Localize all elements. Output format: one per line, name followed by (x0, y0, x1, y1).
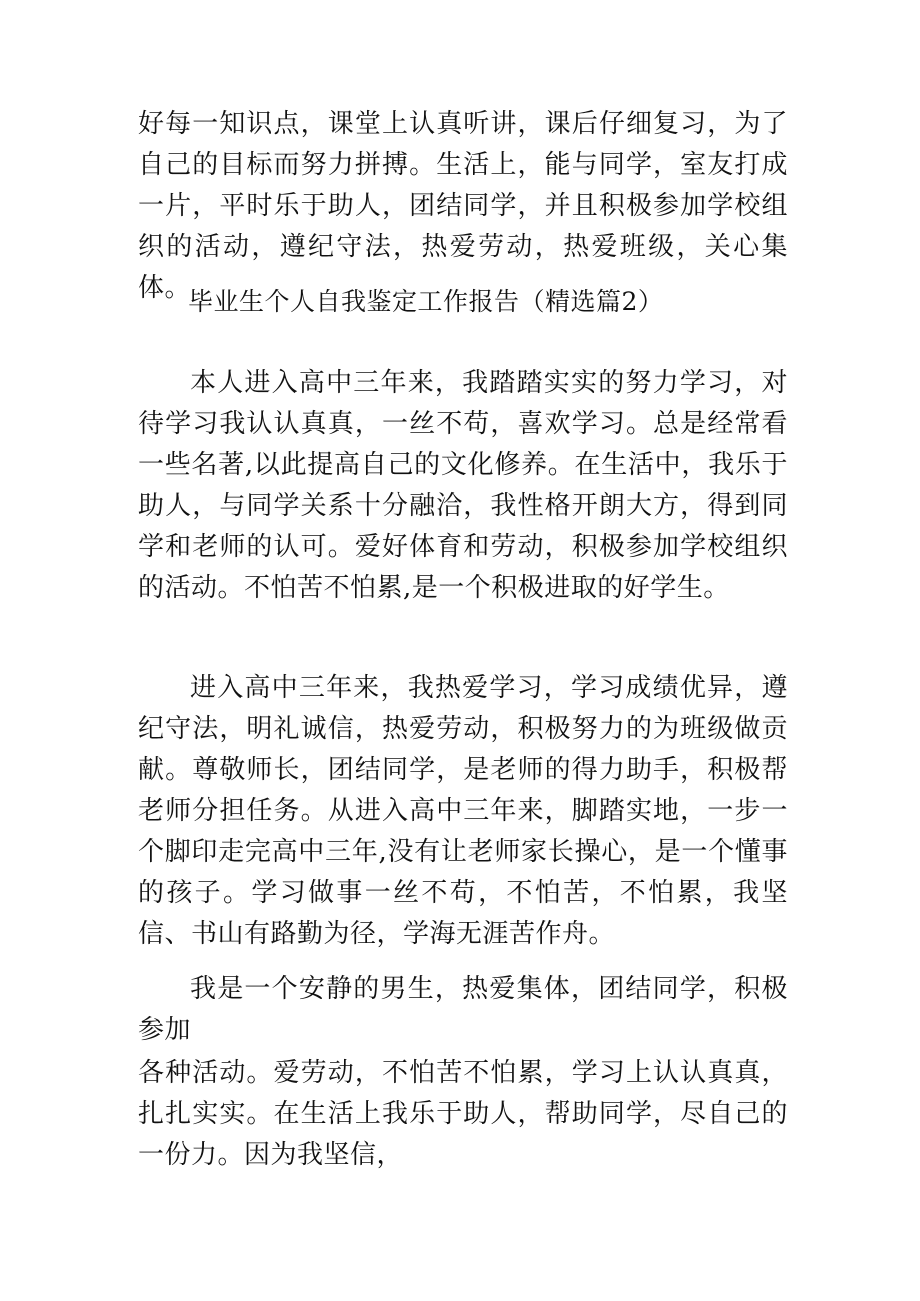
paragraph-body-2: 进入高中三年来，我热爱学习，学习成绩优异，遵纪守法，明礼诚信，热爱劳动，积极努力的为班级做贡献。尊敬师长，团结同学，是老师的得力助手，积极帮老师分担任务。从进入高中三年来，脚踏实地，一步一个脚印走完高中三年,没有让老师家长操心，是一个懂事的孩子。学习做事一丝不苟，不怕苦，不怕累，我坚信、书山有路勤为径，学海无涯苦作舟。 (138, 673, 788, 949)
paragraph-body-3-continuation: 各种活动。爱劳动，不怕苦不怕累，学习上认认真真，扎扎实实。在生活上我乐于助人，帮助同学，尽自己的一份力。因为我坚信， (138, 1058, 788, 1170)
paragraph-continuation: 好每一知识点，课堂上认真听讲，课后仔细复习，为了自己的目标而努力拼搏。生活上，能与同学，室友打成一片，平时乐于助人，团结同学，并且积极参加学校组织的活动，遵纪守法，热爱劳动，热爱班级，关心集体。 (138, 109, 788, 303)
paragraph-body-1: 本人进入高中三年来，我踏踏实实的努力学习，对待学习我认认真真，一丝不苟，喜欢学习。总是经常看一些名著,以此提高自己的文化修养。在生活中，我乐于助人，与同学关系十分融洽，我性格开朗大方，得到同学和老师的认可。爱好体育和劳动，积极参加学校组织的活动。不怕苦不怕累,是一个积极进取的好学生。 (138, 368, 788, 603)
paragraph-body-3-start: 我是一个安静的男生，热爱集体，团结同学，积极参加 (138, 974, 788, 1045)
section-heading: 毕业生个人自我鉴定工作报告（精选篇2） (188, 287, 664, 316)
